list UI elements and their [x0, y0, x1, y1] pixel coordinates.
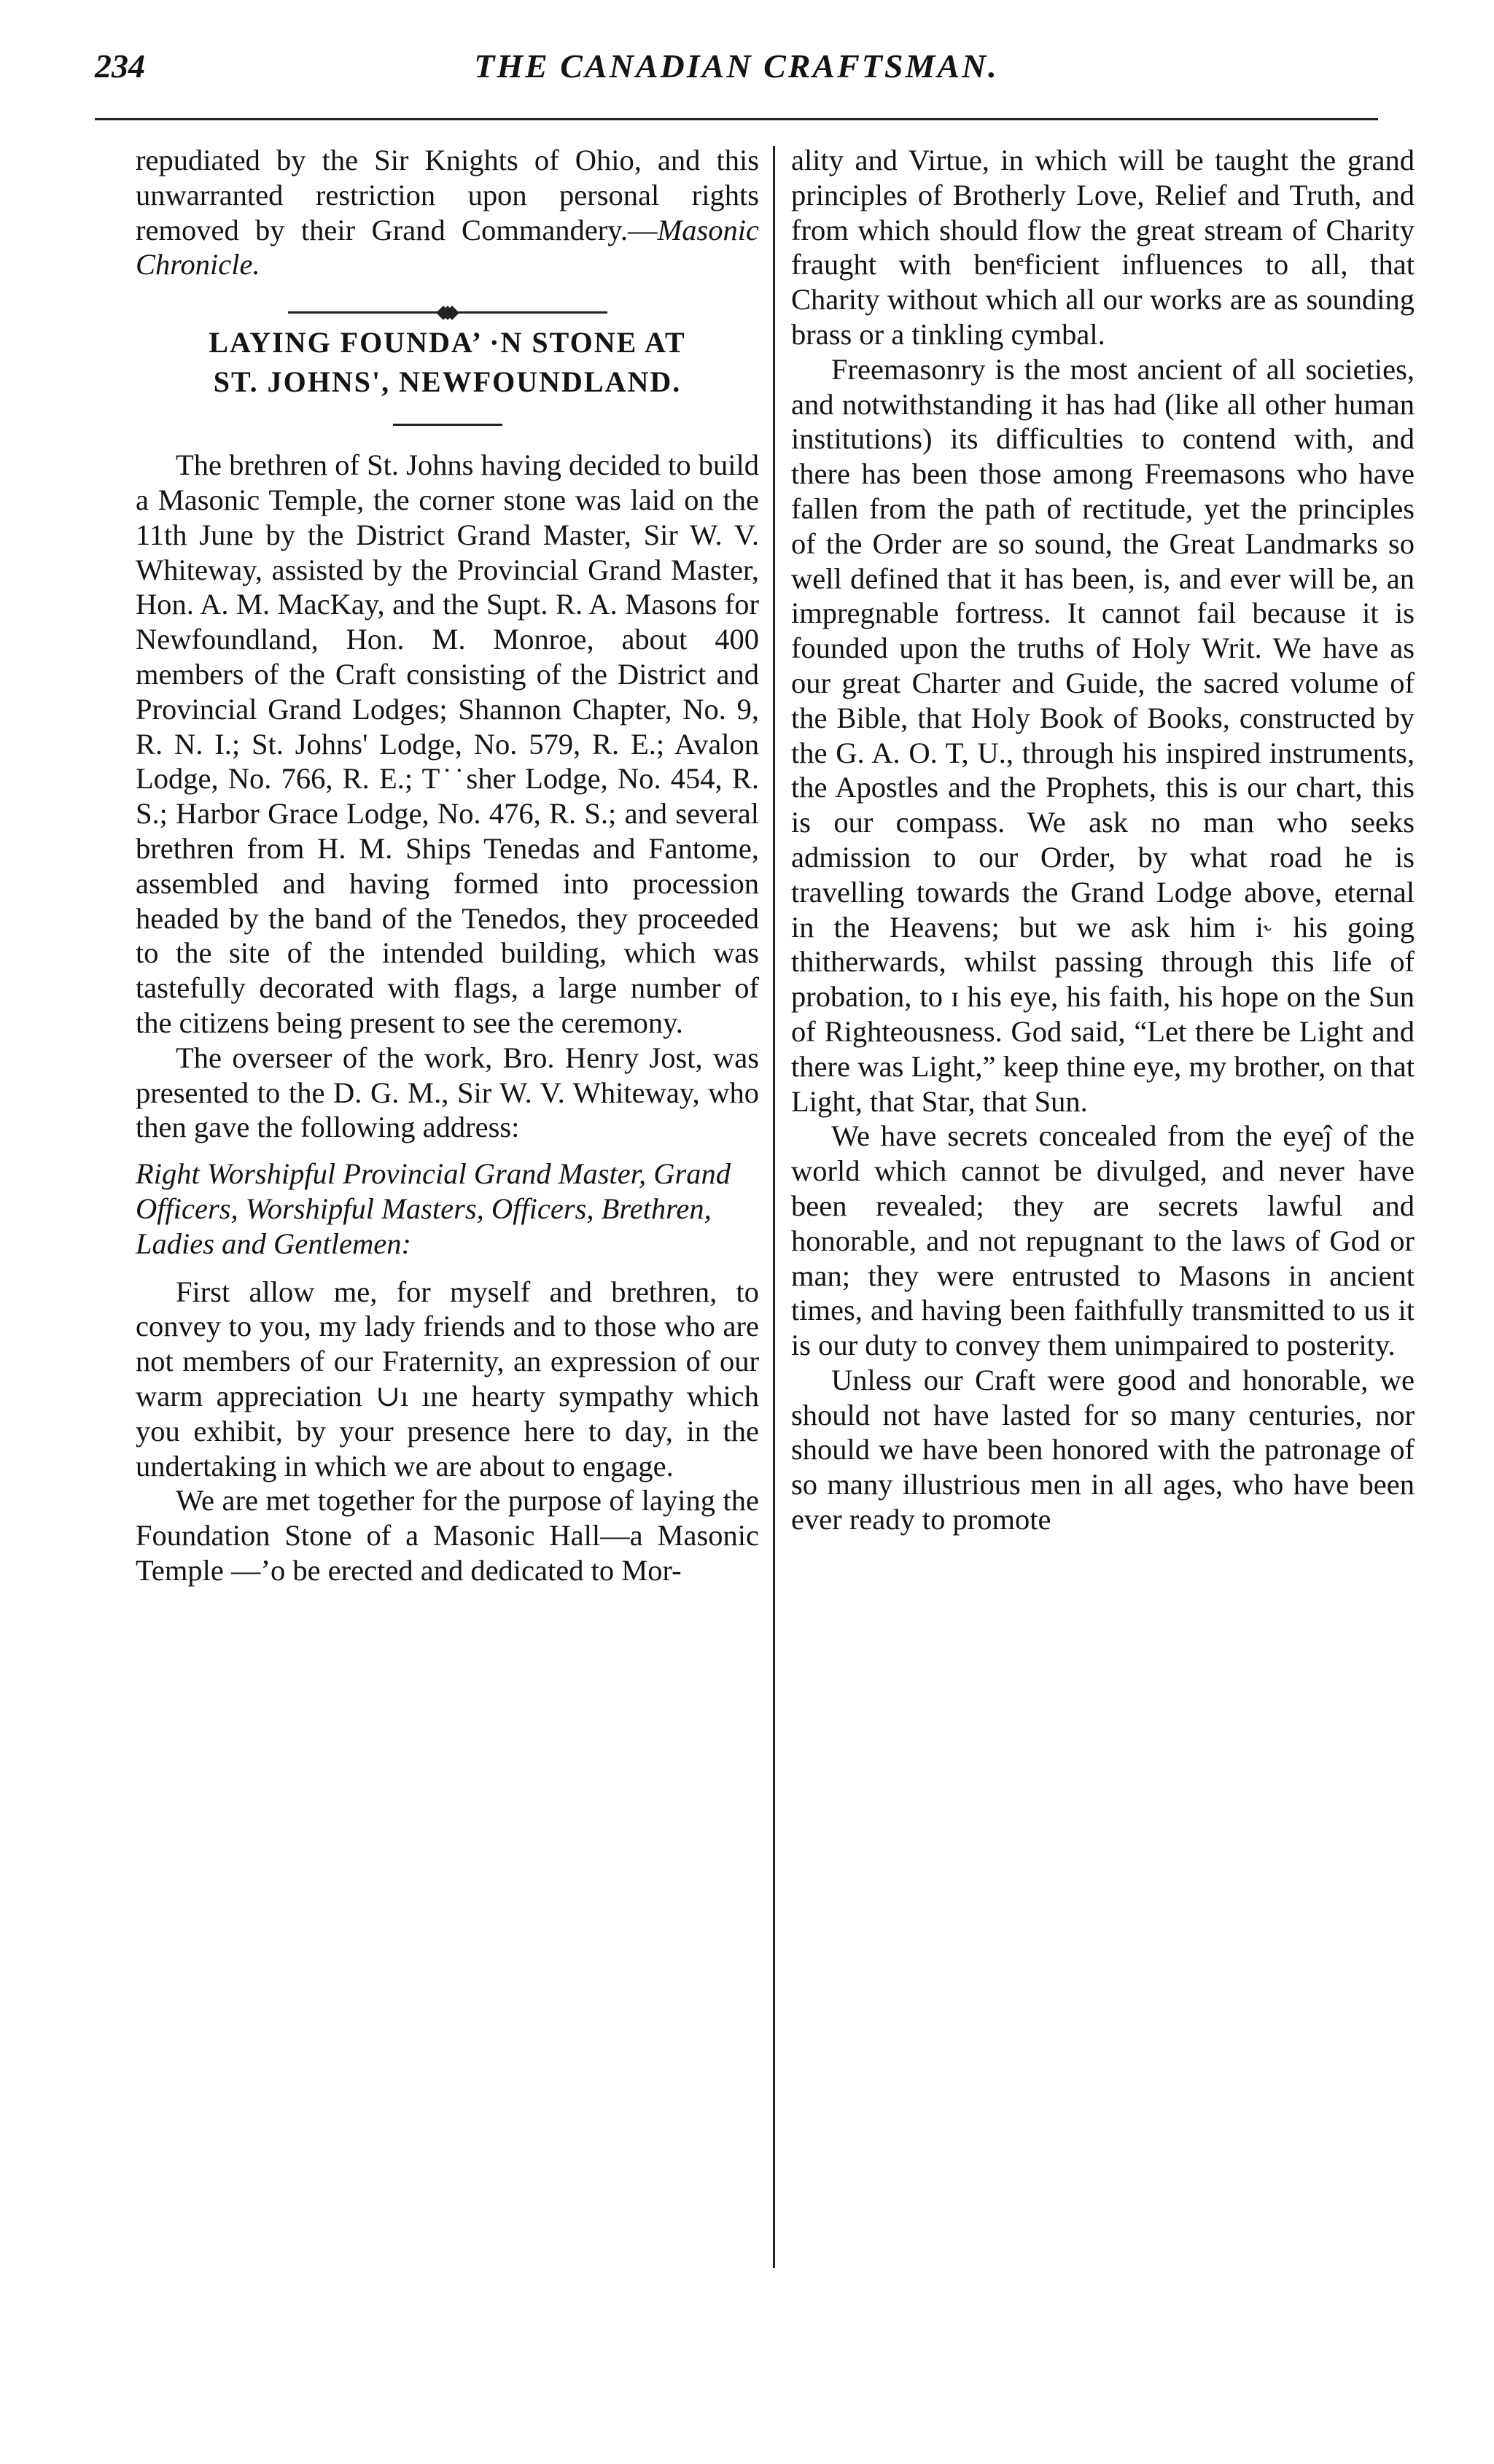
page-number: 234 — [95, 47, 145, 85]
header-rule — [95, 118, 1378, 120]
article-headline-line1: LAYING FOUNDA’ ·N STONE AT — [209, 326, 686, 360]
source-citation: Masonic Chronicle. — [136, 213, 759, 281]
section-ornament — [136, 292, 759, 310]
continued-text: repudiated by the Sir Knights of Ohio, and this unwarranted restriction upon personal rights removed by their Grand Commandery.— — [136, 144, 759, 246]
body-paragraph: Freemasonry is the most ancient of all societies, and notwithstanding it has had (like all other human institutions) its difficulties to contend with, and there has been those among Freemasons who have fallen from the path of rectitude, yet the principles of the Order are so sound, the Great Landmarks so well defined that it has been, is, and ever will be, an impregnable fortress. It cannot fail because it is founded upon the truths of Holy Writ. We have as our great Charter and Guide, the sacred volume of the Bible, that Holy Book of Books, constructed by the G. A. O. T, U., through his inspired instruments, the Apostles and the Prophets, this is our chart, this is our compass. We ask no man who seeks admission to our Order, by what road he is travelling towards the Grand Lodge above, eternal in the Heavens; but we ask him i˞ his going thitherwards, whilst passing through this life of probation, to ɪ his eye, his faith, his hope on the Sun of Righteousness. God said, “Let there be Light and there was Light,” keep thine eye, my brother, on that Light, that Star, that Sun. — [791, 352, 1415, 1118]
column-divider — [773, 146, 775, 2268]
continued-paragraph — [136, 143, 759, 282]
right-column — [791, 143, 1415, 1537]
address-salutation: Right Worshipful Provincial Grand Master, Grand Officers, Worshipful Masters, Officers, Brethren, Ladies and Gentlemen: — [136, 1157, 731, 1260]
body-paragraph: The brethren of St. Johns having decided to build a Masonic Temple, the corner stone was laid on the 11th June by the District Grand Master, Sir W. V. Whiteway, assisted by the Provincial Grand Master, Hon. A. M. MacKay, and the Supt. R. A. Masons for Newfoundland, Hon. M. Monroe, about 400 members of the Craft consisting of the District and Provincial Grand Lodges; Shannon Chapter, No. 9, R. N. I.; St. Johns' Lodge, No. 579, R. E.; Avalon Lodge, No. 766, R. E.; T˙˙sher Lodge, No. 454, R. S.; Harbor Grace Lodge, No. 476, R. S.; and several brethren from H. M. Ships Tenedas and Fantome, assembled and having formed into procession headed by the band of the Tenedos, they proceeded to the site of the intended building, which was tastefully decorated with flags, a large number of the citizens being present to see the ceremony. — [136, 448, 759, 1039]
body-paragraph: The overseer of the work, Bro. Henry Jost, was presented to the D. G. M., Sir W. V. Whiteway, who then gave the following address: — [136, 1041, 759, 1144]
article-headline-line2: ST. JOHNS', NEWFOUNDLAND. — [213, 365, 682, 399]
page-header — [95, 47, 1378, 105]
body-paragraph: First allow me, for myself and brethren, to convey to you, my lady friends and to those who are not members of our Fraternity, an expression of our warm appreciation ∪ı ıne hearty sympathy which you exhibit, by your presence here to day, in the undertaking in which we are about to engage. — [136, 1275, 759, 1482]
body-paragraph: ality and Virtue, in which will be taught the grand principles of Brotherly Love, Relief and Truth, and from which should flow the great stream of Charity fraught with benᵉficient influences to all, that Charity without which all our works are as sounding brass or a tinkling cymbal. — [791, 144, 1415, 351]
left-column — [136, 143, 759, 1588]
body-paragraph: We have secrets concealed from the eyeĵ of the world which cannot be divulged, and never have been revealed; they are secrets lawful and honorable, and not repugnant to the laws of God or man; they were entrusted to Masons in ancient times, and having been faithfully transmitted to us it is our duty to convey them unimpaired to posterity. — [791, 1119, 1415, 1362]
running-title: THE CANADIAN CRAFTSMAN. — [474, 47, 999, 85]
body-paragraph: We are met together for the purpose of laying the Foundation Stone of a Masonic Hall—a Masonic Temple —ʼo be erected and dedicated to Mor- — [136, 1484, 759, 1587]
body-paragraph: Unless our Craft were good and honorable, we should not have lasted for so many centuries, nor should we have been honored with the patronage of so many illustrious men in all ages, who have been ever ready to promote — [791, 1363, 1415, 1536]
headline-rule — [393, 424, 502, 426]
